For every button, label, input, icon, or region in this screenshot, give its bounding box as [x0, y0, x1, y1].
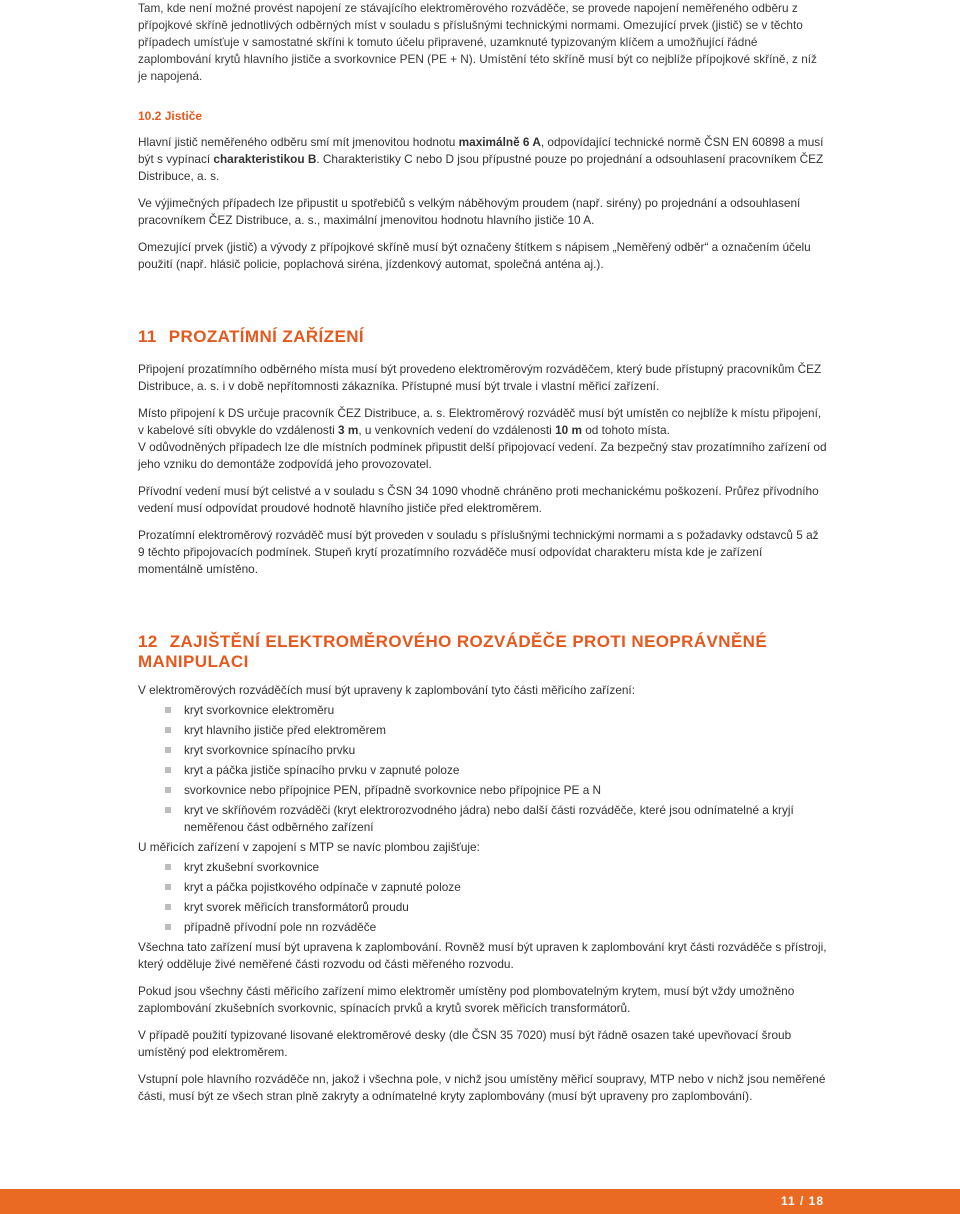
- bullet-square-icon: [165, 884, 171, 890]
- footer-bar: [0, 1189, 960, 1214]
- page-content: [138, 0, 828, 1105]
- prozatimni-paragraph-1: Připojení prozatímního odběrného místa musí být provedeno elektroměrovým rozváděčem, který bude přístupný pracovníkům ČEZ Distribuce, a. s. i v době nepřítomnosti zákazníka. Přístupné musí být trvale i vlastní měřicí zařízení.: [138, 362, 822, 393]
- bullet-square-icon: [165, 747, 171, 753]
- list-item: kryt zkušební svorkovnice: [138, 859, 828, 876]
- list-item: kryt svorkovnice elektroměru: [138, 702, 828, 719]
- bullet-square-icon: [165, 767, 171, 773]
- plombovani-list: [138, 702, 828, 836]
- section-11-heading: 11 PROZATÍMNÍ ZAŘÍZENÍ: [138, 327, 364, 346]
- bullet-square-icon: [165, 864, 171, 870]
- prozatimni-paragraph-3: V odůvodněných případech lze dle místních podmínek připustit delší připojovací vedení. Za bezpečný stav prozatímního zařízení od jeho vzniku do demontáže zodpovídá jeho provozovatel.: [138, 440, 827, 471]
- bullet-square-icon: [165, 904, 171, 910]
- list-item: svorkovnice nebo přípojnice PEN, případně svorkovnice nebo přípojnice PE a N: [138, 782, 828, 799]
- bullet-square-icon: [165, 787, 171, 793]
- prozatimni-paragraph-2: Místo připojení k DS určuje pracovník ČEZ Distribuce, a. s. Elektroměrový rozváděč musí být umístěn co nejblíže k místu připojení, v kabelové síti obvykle do vzdálenosti 3 m, u venkovních vedení do vzdálenosti 10 m od tohoto místa.: [138, 406, 822, 437]
- plombovani-paragraph-2: Pokud jsou všechny části měřicího zařízení mimo elektroměr umístěny pod plombovatelným krytem, musí být vždy umožněno zaplombování zkušebních svorkovnic, spínacích prvků a krytů svorek měřicích transformátorů.: [138, 984, 795, 1015]
- bullet-square-icon: [165, 727, 171, 733]
- list-item: kryt a páčka pojistkového odpínače v zapnuté poloze: [138, 879, 828, 896]
- plombovani-paragraph-3: V případě použití typizované lisované elektroměrové desky (dle ČSN 35 7020) musí být řádně osazen také upevňovací šroub umístěný pod elektroměrem.: [138, 1028, 792, 1059]
- jistice-paragraph-3: Omezující prvek (jistič) a vývody z přípojkové skříně musí být označeny štítkem s nápisem „Neměřený odběr“ a označením účelu použití (např. hlásič policie, poplachová siréna, jízdenkový automat, společná anténa aj.).: [138, 240, 811, 271]
- section-10-2-heading: 10.2 Jističe: [138, 109, 203, 123]
- prozatimni-paragraph-5: Prozatímní elektroměrový rozváděč musí být proveden v souladu s příslušnými technickými normami a s požadavky odstavců 5 až 9 těchto připojovacích podmínek. Stupeň krytí prozatímního rozváděče musí odpovídat charakteru místa kde je zařízení momentálně umístěno.: [138, 528, 819, 576]
- list-item: kryt a páčka jističe spínacího prvku v zapnuté poloze: [138, 762, 828, 779]
- jistice-paragraph-2: Ve výjimečných případech lze připustit u spotřebičů s velkým náběhovým proudem (např. sirény) po projednání a odsouhlasení pracovníkem ČEZ Distribuce, a. s., maximální jmenovitou hodnotu hlavního jističe 10 A.: [138, 196, 801, 227]
- list-item: kryt hlavního jističe před elektroměrem: [138, 722, 828, 739]
- jistice-paragraph-1: Hlavní jistič neměřeného odběru smí mít jmenovitou hodnotu maximálně 6 A, odpovídající technické normě ČSN EN 60898 a musí být s vypínací charakteristikou B. Charakteristiky C nebo D jsou přípustné pouze po projednání a odsouhlasení pracovníkem ČEZ Distribuce, a. s.: [138, 135, 824, 183]
- list-item: kryt svorkovnice spínacího prvku: [138, 742, 828, 759]
- bullet-square-icon: [165, 707, 171, 713]
- bullet-square-icon: [165, 924, 171, 930]
- plombovani-paragraph-4: Vstupní pole hlavního rozváděče nn, jakož i všechna pole, v nichž jsou umístěny měřicí soupravy, MTP nebo v nichž jsou neměřené části, musí být ze všech stran plně zakryty a odnímatelné kryty zaplombovány (musí být upraveny pro zaplombování).: [138, 1072, 826, 1103]
- plombovani-paragraph-1: Všechna tato zařízení musí být upravena k zaplombování. Rovněž musí být upraven k zaplombování kryt části rozváděče s přístroji, který odděluje živé neměřené části rozvodu od části měřeného rozvodu.: [138, 940, 827, 971]
- mtp-intro: U měřicích zařízení v zapojení s MTP se navíc plombou zajišťuje:: [138, 840, 480, 854]
- prozatimni-paragraph-4: Přívodní vedení musí být celistvé a v souladu s ČSN 34 1090 vhodně chráněno proti mechanickému poškození. Průřez přívodního vedení musí odpovídat proudové hodnotě hlavního jističe před elektroměrem.: [138, 484, 819, 515]
- list-item: kryt ve skříňovém rozváděči (kryt elektrorozvodného jádra) nebo další části rozváděče, které jsou odnímatelné a kryjí neměřenou část odběrného zařízení: [138, 802, 828, 836]
- list-item: kryt svorek měřicích transformátorů proudu: [138, 899, 828, 916]
- plombovani-intro: V elektroměrových rozváděčích musí být upraveny k zaplombování tyto části měřicího zařízení:: [138, 683, 635, 697]
- intro-paragraph: Tam, kde není možné provést napojení ze stávajícího elektroměrového rozváděče, se provede napojení neměřeného odběru z přípojkové skříně jednotlivých odběrných míst v souladu s příslušnými technickými normami. Omezující prvek (jistič) se v těchto případech umísťuje v samostatné skříni k tomuto účelu připravené, uzamknuté typizovaným klíčem a umožňující řádné zaplombování krytů hlavního jističe a svorkovnice PEN (PE + N). Umístění této skříně musí být co nejblíže přípojkové skříně, z níž je napojená.: [138, 1, 817, 83]
- page-number: 11 / 18: [780, 1194, 824, 1208]
- section-12-heading: 12 ZAJIŠTĚNÍ ELEKTROMĚROVÉHO ROZVÁDĚČE PROTI NEOPRÁVNĚNÉ MANIPULACI: [138, 632, 768, 671]
- mtp-list: [138, 859, 828, 936]
- bullet-square-icon: [165, 807, 171, 813]
- list-item: případně přívodní pole nn rozváděče: [138, 919, 828, 936]
